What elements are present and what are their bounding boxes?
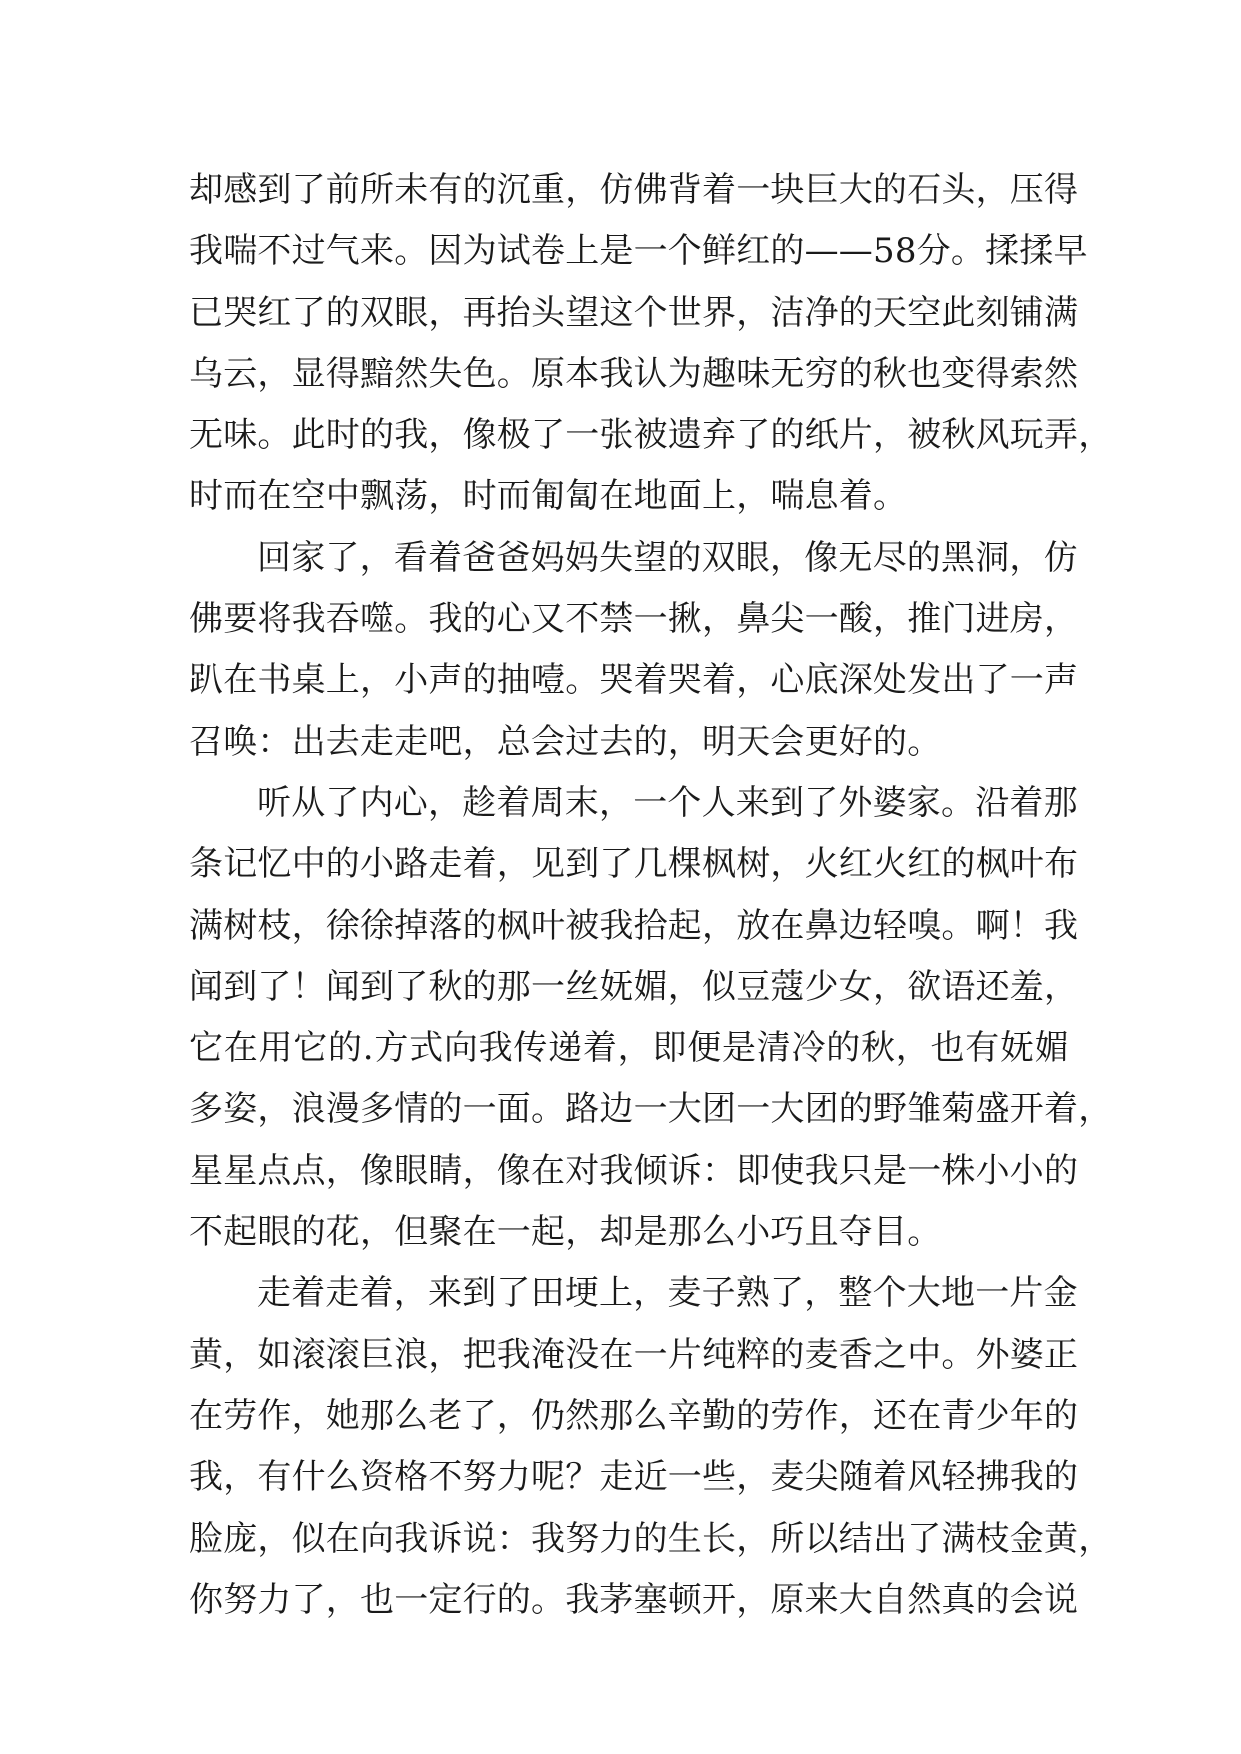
text-line: 条记忆中的小路走着，见到了几棵枫树，火红火红的枫叶布 — [189, 844, 1079, 885]
text-line: 趴在书桌上，小声的抽噎。哭着哭着，心底深处发出了一声 — [189, 660, 1079, 701]
text-line: 脸庞，似在向我诉说：我努力的生长，所以结出了满枝金黄， — [189, 1518, 1113, 1559]
text-line: 佛要将我吞噬。我的心又不禁一揪，鼻尖一酸，推门进房， — [189, 599, 1079, 640]
paragraph-2 — [189, 528, 1079, 773]
paragraph-4 — [189, 1263, 1113, 1631]
text-line: 时而在空中飘荡，时而匍匐在地面上，喘息着。 — [189, 476, 908, 517]
text-line: 满树枝，徐徐掉落的枫叶被我拾起，放在鼻边轻嗅。啊！我 — [189, 905, 1079, 946]
paragraph-1 — [189, 160, 1113, 528]
text-line: 不起眼的花，但聚在一起，却是那么小巧且夺目。 — [189, 1212, 942, 1253]
text-line: 无味。此时的我，像极了一张被遗弃了的纸片，被秋风玩弄， — [189, 415, 1113, 456]
text-line: 黄，如滚滚巨浪，把我淹没在一片纯粹的麦香之中。外婆正 — [189, 1334, 1079, 1375]
text-line: 召唤：出去走走吧，总会过去的，明天会更好的。 — [189, 721, 942, 762]
text-line: 多姿，浪漫多情的一面。路边一大团一大团的野雏菊盛开着， — [189, 1089, 1113, 1130]
text-line: 乌云，显得黯然失色。原本我认为趣味无穷的秋也变得索然 — [189, 353, 1079, 394]
text-line: 它在用它的.方式向我传递着，即便是清冷的秋，也有妩媚 — [189, 1028, 1069, 1069]
text-line: 星星点点，像眼睛，像在对我倾诉：即使我只是一株小小的 — [189, 1150, 1079, 1191]
text-line: 却感到了前所未有的沉重，仿佛背着一块巨大的石头，压得 — [189, 170, 1079, 210]
text-line: 已哭红了的双眼，再抬头望这个世界，洁净的天空此刻铺满 — [189, 292, 1079, 333]
text-line: 我，有什么资格不努力呢？走近一些，麦尖随着风轻拂我的 — [189, 1457, 1079, 1498]
text-line: 在劳作，她那么老了，仍然那么辛勤的劳作，还在青少年的 — [189, 1395, 1079, 1436]
document-body — [189, 160, 1113, 1631]
text-line: 回家了，看着爸爸妈妈失望的双眼，像无尽的黑洞，仿 — [257, 537, 1078, 578]
text-line: 听从了内心，趁着周末，一个人来到了外婆家。沿着那 — [257, 782, 1078, 823]
text-line: 我喘不过气来。因为试卷上是一个鲜红的——58分。揉揉早 — [189, 231, 1088, 272]
text-line: 闻到了！闻到了秋的那一丝妩媚，似豆蔻少女，欲语还羞， — [189, 966, 1079, 1007]
text-line: 你努力了，也一定行的。我茅塞顿开，原来大自然真的会说 — [189, 1579, 1079, 1620]
paragraph-3 — [189, 773, 1113, 1263]
text-line: 走着走着，来到了田埂上，麦子熟了，整个大地一片金 — [257, 1273, 1078, 1314]
